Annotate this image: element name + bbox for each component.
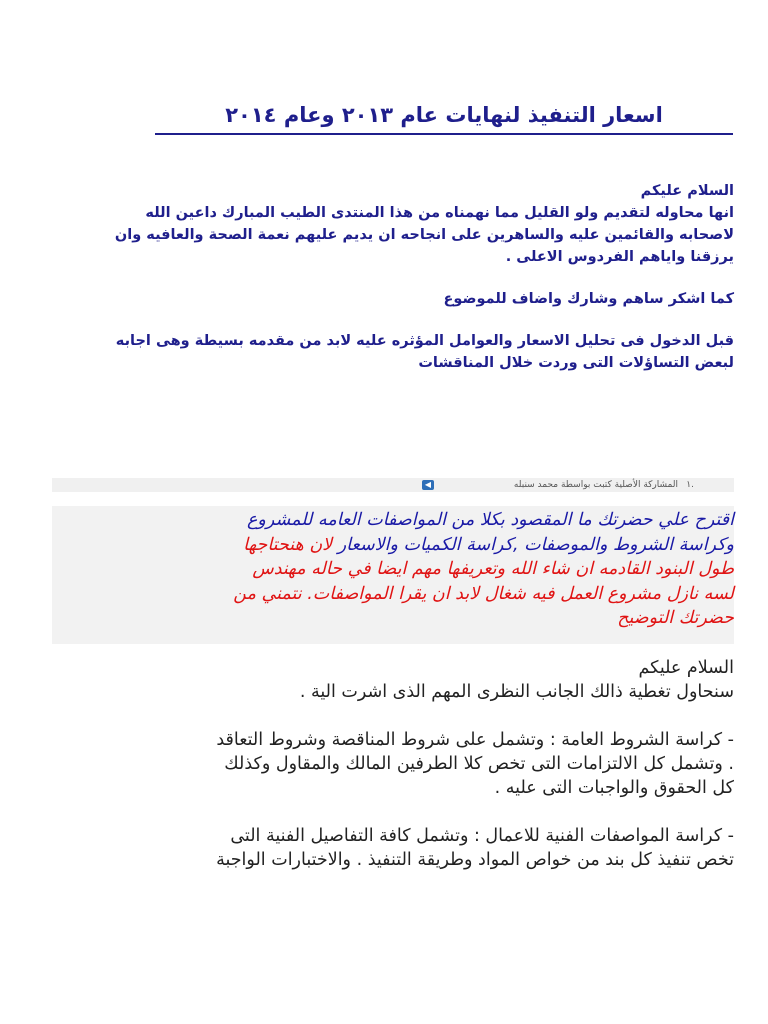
reply-section: [50, 656, 734, 872]
quote-line: لان هنحتاجها: [243, 534, 338, 555]
quote-line: وكراسة الشروط والموصفات ,كراسة الكميات والاسعار: [337, 534, 734, 555]
reply-line: سنحاول تغطية ذالك الجانب النظرى المهم الذى اشرت الية .: [299, 682, 734, 702]
intro-line: لبعض التساؤلات التى وردت خلال المناقشات: [418, 355, 734, 371]
intro-line: قبل الدخول فى تحليل الاسعار والعوامل المؤثره عليه لابد من مقدمه بسيطة وهى اجابه: [115, 333, 734, 349]
quote-line: اقترح علي حضرتك ما المقصود بكلا من المواصفات العامه للمشروع: [246, 510, 734, 530]
quote-line: طول البنود القادمه ان شاء الله وتعريفها مهم ايضا في حاله مهندس: [252, 559, 734, 579]
quote-line: حضرتك التوضيح: [617, 608, 734, 628]
reply-line: . وتشمل كل الالتزامات التى تخص كلا الطرفين المالك والمقاول وكذلك: [224, 754, 734, 774]
intro-greeting: السلام عليكم: [640, 183, 734, 199]
quote-header: [52, 478, 734, 492]
intro-line: انها محاوله لتقديم ولو القليل مما نهمناه من هذا المنتدى الطيب المبارك داعين الله: [145, 205, 734, 221]
intro-section: [62, 180, 734, 374]
intro-line: لاصحابه والقائمين عليه والساهرين على انجاحه ان يديم عليهم نعمة الصحة والعافيه وان: [114, 227, 734, 243]
reply-line: - كراسة الشروط العامة : وتشمل على شروط المناقصة وشروط التعاقد: [216, 730, 734, 750]
reply-line: كل الحقوق والواجبات التى عليه .: [494, 778, 734, 798]
quoted-post: [60, 508, 734, 631]
reply-line: تخص تنفيذ كل بند من خواص المواد وطريقة التنفيذ . والاختبارات الواجبة: [216, 850, 734, 870]
reply-greeting: السلام عليكم: [638, 658, 734, 678]
page-title: اسعار التنفيذ لنهايات عام ٢٠١٣ وعام ٢٠١٤: [155, 100, 733, 135]
reply-line: - كراسة المواصفات الفنية للاعمال : وتشمل كافة التفاصيل الفنية التى: [230, 826, 734, 846]
quote-link-icon[interactable]: ◀: [422, 480, 434, 490]
post-number: .١: [686, 480, 694, 490]
intro-line: يرزقنا واياهم الفردوس الاعلى .: [505, 249, 734, 265]
intro-thanks: كما اشكر ساهم وشارك واضاف للموضوع: [443, 291, 734, 307]
quote-line: لسه نازل مشروع العمل فيه شغال لابد ان يقرا المواصفات. نتمني من: [233, 583, 734, 604]
quote-attribution: المشاركة الأصلية كتبت بواسطة محمد سنبله: [513, 480, 678, 490]
